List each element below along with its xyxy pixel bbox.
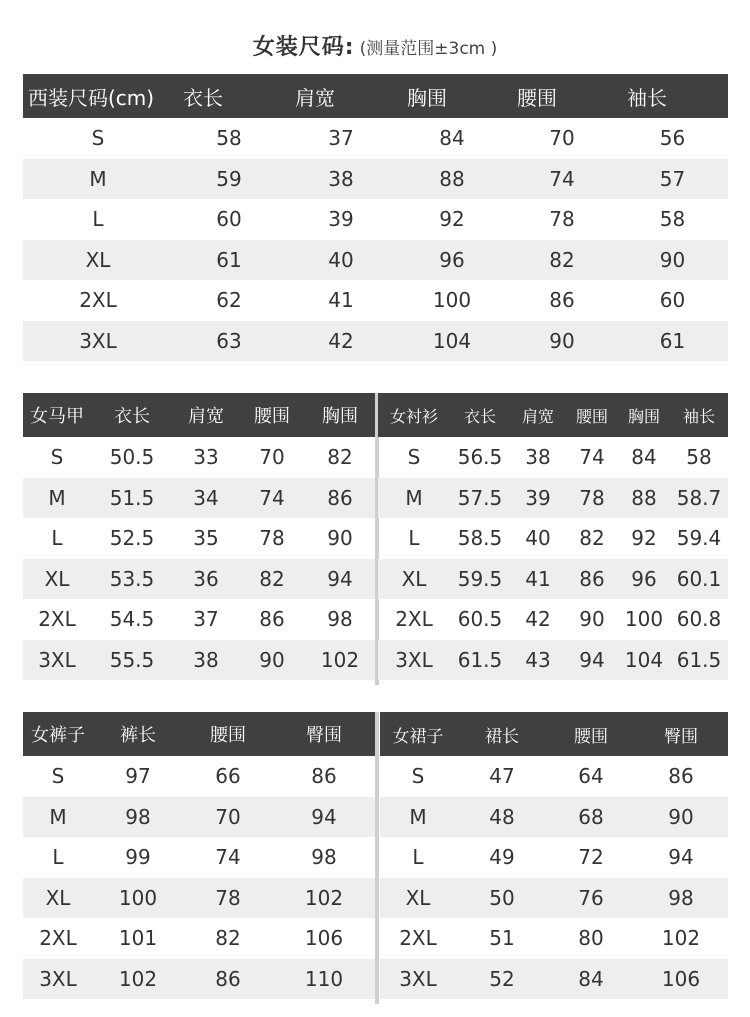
measurement-cell: 63	[173, 321, 285, 362]
measurement-cell: 102	[93, 959, 183, 1000]
measurement-cell: 60	[659, 288, 686, 313]
size-label-cell: XL	[23, 878, 93, 919]
measurement-cell: 39	[328, 207, 354, 232]
measurement-cell: 39	[510, 478, 566, 519]
table-row	[380, 878, 728, 919]
table-header-row	[23, 74, 728, 118]
shirt-size-table	[378, 393, 728, 680]
measurement-cell: 61.5	[450, 640, 510, 681]
measurement-cell: 57	[617, 159, 728, 200]
size-label-cell: 3XL	[23, 640, 91, 681]
measurement-cell: 37	[328, 126, 354, 151]
size-label-cell: 2XL	[399, 926, 437, 951]
measurement-cell: 90	[239, 640, 305, 681]
size-label-cell: S	[407, 445, 421, 470]
header-sleeve: 袖长	[670, 393, 728, 437]
size-label-cell: 3XL	[23, 321, 173, 362]
measurement-cell: 94	[273, 797, 375, 838]
measurement-cell: 78	[183, 878, 273, 919]
measurement-cell: 99	[125, 845, 151, 870]
measurement-cell: 78	[549, 207, 575, 232]
table-row	[23, 959, 375, 1000]
header-length: 衣长	[450, 393, 510, 437]
table-row	[378, 640, 728, 681]
suit-size-table	[23, 74, 728, 361]
size-label-cell: L	[408, 526, 420, 551]
size-label-cell: XL	[380, 878, 456, 919]
table-row	[380, 837, 728, 878]
table-header-row	[23, 393, 375, 437]
measurement-cell: 56	[659, 126, 686, 151]
measurement-cell: 37	[193, 607, 219, 632]
table-row	[378, 437, 728, 478]
measurement-cell: 48	[456, 797, 548, 838]
size-label-cell: M	[23, 159, 173, 200]
measurement-cell: 42	[525, 607, 551, 632]
measurement-cell: 110	[273, 959, 375, 1000]
measurement-cell: 97	[125, 764, 151, 789]
measurement-cell: 86	[566, 559, 618, 600]
table-row	[380, 797, 728, 838]
measurement-cell: 66	[215, 764, 241, 789]
table-row	[380, 959, 728, 1000]
header-vest: 女马甲	[23, 393, 91, 437]
measurement-cell: 42	[285, 321, 397, 362]
size-label-cell: 2XL	[39, 926, 77, 951]
measurement-note: (测量范围±3cm )	[359, 39, 498, 59]
measurement-cell: 74	[579, 445, 605, 470]
header-suit-size: 西装尺码(cm)	[23, 74, 173, 118]
measurement-cell: 58	[686, 445, 712, 470]
measurement-cell: 52	[456, 959, 548, 1000]
measurement-cell: 61	[173, 240, 285, 281]
measurement-cell: 82	[239, 559, 305, 600]
measurement-cell: 96	[618, 559, 670, 600]
measurement-cell: 58	[216, 126, 242, 151]
measurement-cell: 61	[617, 321, 728, 362]
size-label-cell: L	[92, 207, 104, 232]
measurement-cell: 96	[397, 240, 507, 281]
measurement-cell: 98	[93, 797, 183, 838]
measurement-cell: 41	[328, 288, 354, 313]
measurement-cell: 62	[216, 288, 242, 313]
measurement-cell: 74	[215, 845, 241, 870]
measurement-cell: 60	[216, 207, 242, 232]
table-row	[23, 756, 375, 797]
measurement-cell: 55.5	[91, 640, 173, 681]
size-label-cell: 2XL	[79, 288, 117, 313]
table-row	[380, 756, 728, 797]
size-label-cell: M	[23, 797, 93, 838]
measurement-cell: 36	[173, 559, 239, 600]
measurement-cell: 106	[634, 959, 728, 1000]
table-row	[378, 478, 728, 519]
measurement-cell: 51.5	[91, 478, 173, 519]
page-title	[0, 30, 750, 61]
measurement-cell: 59	[173, 159, 285, 200]
measurement-cell: 38	[173, 640, 239, 681]
measurement-cell: 70	[183, 797, 273, 838]
table-row	[23, 437, 375, 478]
header-hip: 臀围	[634, 712, 728, 756]
measurement-cell: 101	[118, 926, 158, 951]
measurement-cell: 86	[311, 764, 337, 789]
measurement-cell: 58	[659, 207, 686, 232]
size-label-cell: S	[50, 445, 64, 470]
measurement-cell: 98	[311, 845, 337, 870]
header-chest: 胸围	[618, 393, 670, 437]
table-row	[23, 240, 728, 281]
table-row	[23, 199, 728, 240]
measurement-cell: 38	[525, 445, 551, 470]
measurement-cell: 74	[239, 478, 305, 519]
measurement-cell: 50.5	[109, 445, 155, 470]
header-waist: 腰围	[183, 712, 273, 756]
header-hip: 臀围	[273, 712, 375, 756]
measurement-cell: 53.5	[91, 559, 173, 600]
measurement-cell: 68	[548, 797, 634, 838]
measurement-cell: 40	[525, 526, 551, 551]
header-pants-length: 裤长	[93, 712, 183, 756]
table-row	[378, 599, 728, 640]
measurement-cell: 80	[578, 926, 604, 951]
measurement-cell: 59.5	[450, 559, 510, 600]
size-label-cell: XL	[378, 559, 450, 600]
measurement-cell: 52.5	[109, 526, 155, 551]
header-shirt: 女衬衫	[378, 393, 450, 437]
measurement-cell: 94	[668, 845, 694, 870]
table-row	[23, 280, 728, 321]
header-shoulder: 肩宽	[173, 393, 239, 437]
table-row	[380, 918, 728, 959]
measurement-cell: 70	[549, 126, 575, 151]
measurement-cell: 33	[193, 445, 219, 470]
measurement-cell: 57.5	[450, 478, 510, 519]
measurement-cell: 90	[507, 321, 617, 362]
size-label-cell: L	[51, 526, 63, 551]
table-header-row	[380, 712, 728, 756]
table-row	[23, 478, 375, 519]
header-waist: 腰围	[566, 393, 618, 437]
table-row	[23, 118, 728, 159]
measurement-cell: 82	[327, 445, 353, 470]
measurement-cell: 74	[507, 159, 617, 200]
column-divider	[375, 712, 379, 1004]
measurement-cell: 84	[439, 126, 465, 151]
measurement-cell: 106	[304, 926, 344, 951]
measurement-cell: 35	[193, 526, 219, 551]
table-row	[23, 159, 728, 200]
header-length: 衣长	[91, 393, 173, 437]
table-header-row	[378, 393, 728, 437]
measurement-cell: 86	[259, 607, 285, 632]
size-label-cell: XL	[23, 240, 173, 281]
measurement-cell: 90	[634, 797, 728, 838]
measurement-cell: 100	[93, 878, 183, 919]
measurement-cell: 102	[661, 926, 701, 951]
pants-size-table	[23, 712, 375, 999]
table-row	[23, 321, 728, 362]
measurement-cell: 104	[618, 640, 670, 681]
measurement-cell: 98	[634, 878, 728, 919]
measurement-cell: 88	[618, 478, 670, 519]
measurement-cell: 47	[489, 764, 515, 789]
table-header-row	[23, 712, 375, 756]
measurement-cell: 90	[617, 240, 728, 281]
measurement-cell: 86	[668, 764, 694, 789]
header-chest: 胸围	[397, 74, 507, 118]
size-label-cell: S	[51, 764, 65, 789]
measurement-cell: 100	[624, 607, 664, 632]
measurement-cell: 61.5	[670, 640, 728, 681]
table-row	[23, 640, 375, 681]
size-label-cell: 3XL	[23, 959, 93, 1000]
measurement-cell: 72	[578, 845, 604, 870]
measurement-cell: 88	[397, 159, 507, 200]
size-label-cell: M	[380, 797, 456, 838]
measurement-cell: 102	[305, 640, 375, 681]
size-label-cell: S	[411, 764, 425, 789]
measurement-cell: 58.5	[457, 526, 503, 551]
header-length: 衣长	[173, 74, 285, 118]
measurement-cell: 51	[489, 926, 515, 951]
measurement-cell: 82	[507, 240, 617, 281]
header-waist: 腰围	[507, 74, 617, 118]
measurement-cell: 86	[549, 288, 575, 313]
measurement-cell: 49	[489, 845, 515, 870]
size-label-cell: L	[412, 845, 424, 870]
measurement-cell: 104	[397, 321, 507, 362]
measurement-cell: 60.1	[670, 559, 728, 600]
size-label-cell: 3XL	[380, 959, 456, 1000]
measurement-cell: 78	[259, 526, 285, 551]
measurement-cell: 59.4	[676, 526, 722, 551]
measurement-cell: 70	[259, 445, 285, 470]
measurement-cell: 60.5	[457, 607, 503, 632]
measurement-cell: 76	[548, 878, 634, 919]
header-sleeve: 袖长	[617, 74, 728, 118]
measurement-cell: 84	[548, 959, 634, 1000]
measurement-cell: 94	[566, 640, 618, 681]
size-label-cell: S	[91, 126, 105, 151]
measurement-cell: 86	[183, 959, 273, 1000]
measurement-cell: 38	[285, 159, 397, 200]
measurement-cell: 40	[285, 240, 397, 281]
size-label-cell: XL	[23, 559, 91, 600]
measurement-cell: 98	[327, 607, 353, 632]
measurement-cell: 90	[327, 526, 353, 551]
measurement-cell: 54.5	[109, 607, 155, 632]
measurement-cell: 100	[432, 288, 472, 313]
measurement-cell: 94	[305, 559, 375, 600]
measurement-cell: 84	[631, 445, 657, 470]
table-row	[23, 518, 375, 559]
table-row	[378, 518, 728, 559]
measurement-cell: 60.8	[676, 607, 722, 632]
measurement-cell: 64	[578, 764, 604, 789]
table-row	[23, 918, 375, 959]
size-label-cell: 2XL	[395, 607, 433, 632]
size-label-cell: M	[23, 478, 91, 519]
measurement-cell: 82	[215, 926, 241, 951]
size-label-cell: 3XL	[378, 640, 450, 681]
header-skirt-length: 裙长	[456, 712, 548, 756]
title-main: 女装尺码:	[252, 35, 355, 60]
measurement-cell: 92	[631, 526, 657, 551]
size-label-cell: M	[378, 478, 450, 519]
table-row	[23, 599, 375, 640]
table-row	[23, 837, 375, 878]
header-chest: 胸围	[305, 393, 375, 437]
header-shoulder: 肩宽	[510, 393, 566, 437]
table-row	[23, 878, 375, 919]
table-row	[23, 797, 375, 838]
measurement-cell: 43	[510, 640, 566, 681]
header-shoulder: 肩宽	[285, 74, 397, 118]
size-label-cell: L	[52, 845, 64, 870]
measurement-cell: 50	[456, 878, 548, 919]
measurement-cell: 58.7	[670, 478, 728, 519]
size-label-cell: 2XL	[38, 607, 76, 632]
measurement-cell: 56.5	[457, 445, 503, 470]
table-row	[23, 559, 375, 600]
measurement-cell: 90	[579, 607, 605, 632]
measurement-cell: 34	[173, 478, 239, 519]
measurement-cell: 78	[566, 478, 618, 519]
header-waist: 腰围	[548, 712, 634, 756]
measurement-cell: 92	[439, 207, 465, 232]
header-waist: 腰围	[239, 393, 305, 437]
measurement-cell: 41	[510, 559, 566, 600]
header-pants: 女裤子	[23, 712, 93, 756]
measurement-cell: 86	[305, 478, 375, 519]
table-row	[378, 559, 728, 600]
vest-size-table	[23, 393, 375, 680]
measurement-cell: 102	[273, 878, 375, 919]
measurement-cell: 82	[579, 526, 605, 551]
skirt-size-table	[380, 712, 728, 999]
header-skirt: 女裙子	[380, 712, 456, 756]
